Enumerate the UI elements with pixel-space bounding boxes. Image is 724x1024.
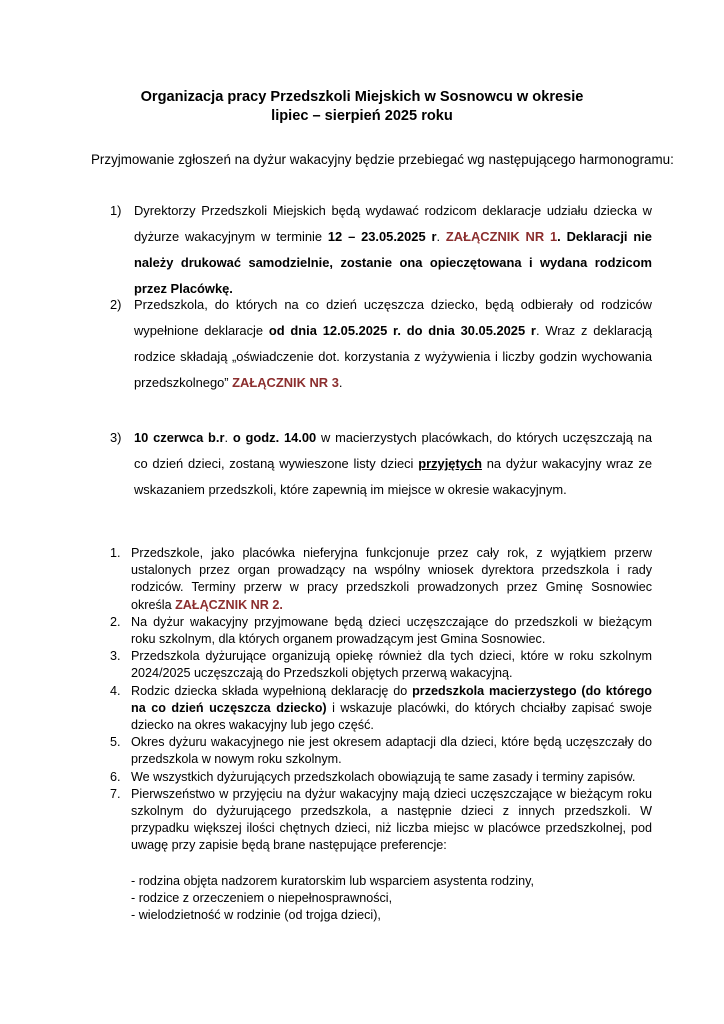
title-line-1: Organizacja pracy Przedszkoli Miejskich w Sosnowcu w okresie bbox=[140, 89, 584, 105]
list-item: 2. Na dyżur wakacyjny przyjmowane będą dzieci uczęszczające do przedszkoli w bieżącym roku szkolnym, dla których organem prowadzącym jest Gmina Sosnowiec. bbox=[110, 614, 652, 647]
rules-list bbox=[110, 545, 652, 855]
step-text: 10 czerwca b.r. o godz. 14.00 w macierzystych placówkach, do których uczęszczają na co dzień dzieci, zostaną wywieszone listy dzieci przyjętych na dyżur wakacyjny wraz ze wskazaniem przedszkoli, które zapewnią im miejsce w okresie wakacyjnym. bbox=[134, 430, 652, 497]
preferences-list bbox=[131, 873, 651, 925]
list-item: 1. Przedszkole, jako placówka nieferyjna funkcjonuje przez cały rok, z wyjątkiem przerw ustalonych przez organ prowadzący na wspólny wniosek dyrektora przedszkola i rady rodziców. Terminy przerw w pracy przedszkoli prowadzonych przez Gminę Sosnowiec określa ZAŁĄCZNIK NR 2. bbox=[110, 546, 652, 612]
attachment-3-label: ZAŁĄCZNIK NR 3 bbox=[232, 375, 339, 390]
step-text: Dyrektorzy Przedszkoli Miejskich będą wydawać rodzicom deklaracje udziału dziecka w dyżurze wakacyjnym w terminie 12 – 23.05.2025 r. ZAŁĄCZNIK NR 1. Deklaracji nie należy drukować samodzielnie, zostanie ona opieczętowana i wydana rodzicom przez Placówkę. bbox=[134, 203, 652, 296]
schedule-step-1 bbox=[110, 198, 652, 302]
step-number: 1) bbox=[110, 203, 122, 218]
step-text: Przedszkola, do których na co dzień uczęszcza dziecko, będą odbierały od rodziców wypełnione deklaracje od dnia 12.05.2025 r. do dnia 30.05.2025 r. Wraz z deklaracją rodzice składają „oświadczenie dot. korzystania z wyżywienia i liczby godzin wychowania przedszkolnego” ZAŁĄCZNIK NR 3. bbox=[134, 297, 652, 390]
preference-item: - rodzina objęta nadzorem kuratorskim lub wsparciem asystenta rodziny, bbox=[131, 874, 534, 888]
attachment-2-label: ZAŁĄCZNIK NR 2. bbox=[175, 597, 283, 612]
schedule-step-3 bbox=[110, 425, 652, 503]
page-title bbox=[60, 88, 664, 126]
list-item: 7. Pierwszeństwo w przyjęciu na dyżur wakacyjny mają dzieci uczęszczające w bieżącym roku szkolnym do dyżurującego przedszkola, a następnie dzieci z innych przedszkoli. W przypadku większej ilości chętnych dzieci, niż liczba miejsc w placówce przedszkolnej, pod uwagę przy zapisie będą brane następujące preferencje: bbox=[110, 786, 652, 853]
step-number: 2) bbox=[110, 297, 122, 312]
list-item: 4. Rodzic dziecka składa wypełnioną deklarację do przedszkola macierzystego (do którego na co dzień uczęszcza dziecko) i wskazuje placówki, do których chciałby zapisać swoje dziecko na okres wakacyjny lub jego część. bbox=[110, 683, 652, 733]
title-line-2: lipiec – sierpień 2025 roku bbox=[271, 108, 453, 124]
list-item: 3. Przedszkola dyżurujące organizują opiekę również dla tych dzieci, które w roku szkolnym 2024/2025 uczęszczają do Przedszkoli objętych przerwą wakacyjną. bbox=[110, 649, 652, 681]
step-number: 3) bbox=[110, 430, 122, 445]
list-item: 5. Okres dyżuru wakacyjnego nie jest okresem adaptacji dla dzieci, które będą uczęszczały do przedszkola w nowym roku szkolnym. bbox=[110, 735, 652, 767]
preference-item: - wielodzietność w rodzinie (od trojga dzieci), bbox=[131, 908, 381, 923]
list-item: 6. We wszystkich dyżurujących przedszkolach obowiązują te same zasady i terminy zapisów. bbox=[110, 769, 636, 784]
schedule-step-2 bbox=[110, 292, 652, 396]
attachment-1-label: ZAŁĄCZNIK NR 1 bbox=[445, 229, 558, 244]
preference-item: - rodzice z orzeczeniem o niepełnosprawności, bbox=[131, 891, 393, 906]
intro-paragraph: Przyjmowanie zgłoszeń na dyżur wakacyjny będzie przebiegać wg następującego harmonogramu: bbox=[91, 152, 674, 167]
